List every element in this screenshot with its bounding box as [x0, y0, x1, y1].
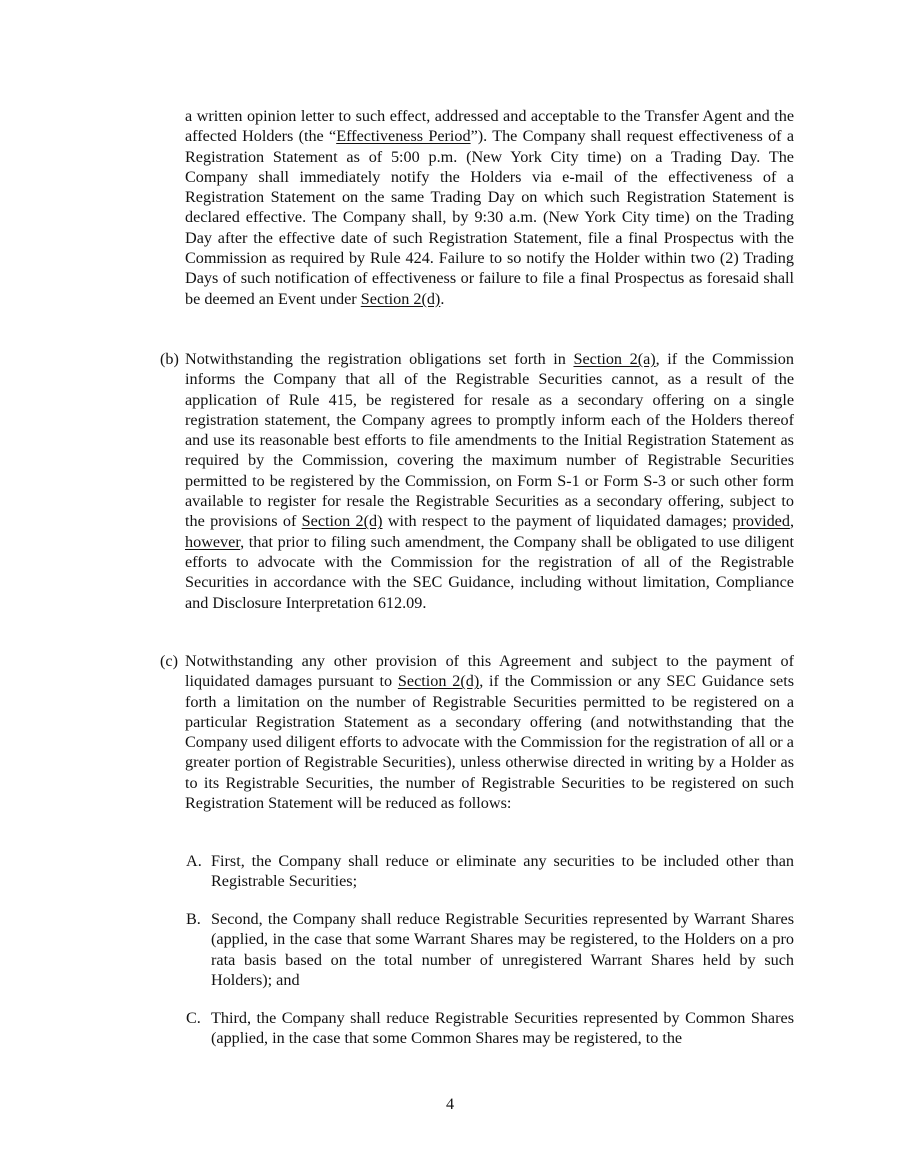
- section-b-label: (b): [160, 350, 179, 368]
- emphasis-provided: provided: [732, 512, 790, 531]
- section-b-paragraph: [185, 349, 794, 613]
- section-c-paragraph: [185, 651, 794, 813]
- paragraph-text: , that prior to filing such amendment, the Company shall be obligated to use diligent efforts to advocate with the Commission for the registration of all of the Registrable Securities in accordance with the SEC Guidance, including without limitation, Compliance and Disclosure Interpretation 612.09.: [185, 532, 794, 612]
- sub-item-b-label: B.: [186, 910, 201, 928]
- paragraph-text: , if the Commission or any SEC Guidance sets forth a limitation on the number of Registrable Securities permitted to be registered on a particular Registration Statement as a secondary offering (and notwithstanding that the Company used diligent efforts to advocate with the Commission for the registration of all or a greater portion of Registrable Securities), unless otherwise directed in writing by a Holder as to its Registrable Securities, the number of Registrable Securities to be registered on such Registration Statement will be reduced as follows:: [185, 672, 794, 813]
- paragraph-text: Notwithstanding the registration obligations set forth in: [185, 350, 574, 368]
- paragraph-text: ”). The Company shall request effectiveness of a Registration Statement as of 5:00 p.m. (New York City time) on a Trading Day. The Company shall immediately notify the Holders via e-mail of the effectiveness of a Registration Statement on the same Trading Day on which such Registration Statement is declared effective. The Company shall, by 9:30 a.m. (New York City time) on the Trading Day after the effective date of such Registration Statement, file a final Prospectus with the Commission as required by Rule 424. Failure to so notify the Holder within two (2) Trading Days of such notification of effectiveness or failure to file a final Prospectus as foresaid shall be deemed an Event under: [185, 127, 795, 308]
- sub-item-b-text: Second, the Company shall reduce Registrable Securities represented by Warrant Shares (applied, in the case that some Warrant Shares may be registered, to the Holders on a pro rata basis based on the total number of unregistered Warrant Shares held by such Holders); and: [211, 910, 794, 989]
- paragraph-text: Notwithstanding any other provision of this Agreement and subject to the payment of liquidated damages pursuant to: [185, 652, 794, 691]
- section-reference: Section 2(d): [301, 512, 383, 531]
- sub-item-a-label: A.: [186, 852, 202, 870]
- section-reference: Section 2(d): [360, 289, 441, 308]
- paragraph-text: a written opinion letter to such effect, addressed and acceptable to the Transfer Agent and the affected Holders (the “: [185, 107, 794, 146]
- defined-term-effectiveness-period: Effectiveness Period: [336, 127, 471, 146]
- paragraph-text: , if the Commission informs the Company that all of the Registrable Securities cannot, as a result of the application of Rule 415, be registered for resale as a secondary offering on a single registration statement, the Company agrees to promptly inform each of the Holders thereof and use its reasonable best efforts to file amendments to the Initial Registration Statement as required by the Commission, covering the maximum number of Registrable Securities permitted to be registered by the Commission, on Form S-1 or Form S-3 or such other form available to register for resale the Registrable Securities as a secondary offering, subject to the provisions of: [185, 350, 794, 531]
- page-number: 4: [445, 1095, 455, 1113]
- section-reference: Section 2(d): [397, 672, 480, 691]
- sub-item-a-text: First, the Company shall reduce or eliminate any securities to be included other than Registrable Securities;: [211, 852, 794, 891]
- paragraph-text: .: [440, 289, 445, 308]
- section-c-label: (c): [160, 652, 178, 670]
- sub-item-c-text: Third, the Company shall reduce Registrable Securities represented by Common Shares (applied, in the case that some Common Shares may be registered, to the: [211, 1009, 794, 1048]
- section-reference: Section 2(a): [573, 350, 656, 368]
- emphasis-however: however: [185, 532, 241, 551]
- continued-paragraph: [185, 106, 794, 309]
- paragraph-text: ,: [789, 512, 794, 531]
- paragraph-text: with respect to the payment of liquidated damages;: [382, 512, 733, 531]
- sub-item-c-label: C.: [186, 1009, 201, 1027]
